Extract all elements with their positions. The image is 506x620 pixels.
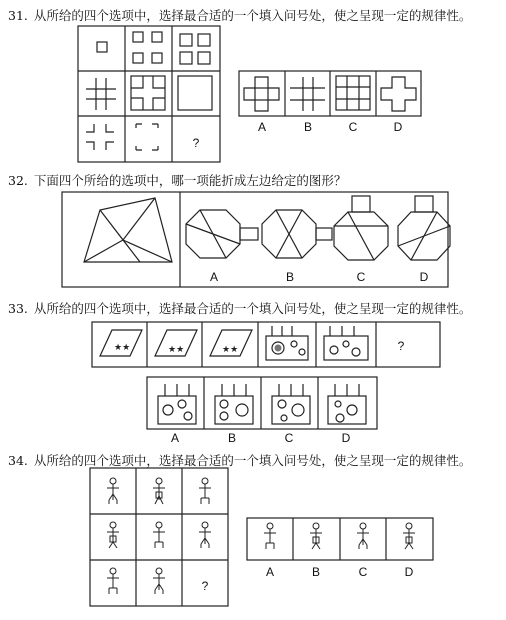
q32-label-d: D	[419, 270, 429, 284]
q33-label-d: D	[341, 431, 351, 445]
question-number: 32.	[8, 173, 28, 188]
question-number: 34.	[8, 453, 28, 468]
q32-net-A	[186, 210, 258, 258]
q34-label-c: C	[358, 565, 368, 579]
q31-label-c: C	[348, 120, 358, 134]
question-text: 下面四个所给的选项中，哪一项能折成左边给定的图形？	[33, 173, 347, 188]
q34-label-a: A	[265, 565, 275, 579]
question-text: 从所给的四个选项中，选择最合适的一个填入问号处，使之呈现一定的规律性。	[33, 453, 472, 468]
q34-options	[247, 518, 433, 560]
question-34	[8, 451, 471, 469]
question-32	[8, 171, 346, 189]
q34-label-d: D	[404, 565, 414, 579]
q33-question-mark: ?	[397, 339, 405, 353]
svg-text:★★: ★★	[114, 342, 131, 352]
question-33	[8, 299, 471, 317]
q33-options	[147, 377, 377, 429]
q32-net-C	[334, 196, 388, 260]
q32-figure	[62, 192, 450, 287]
q31-label-d: D	[393, 120, 403, 134]
q31-options	[239, 71, 421, 116]
q34-label-b: B	[311, 565, 321, 579]
q34-figures	[107, 478, 415, 594]
question-text: 从所给的四个选项中，选择最合适的一个填入问号处，使之呈现一定的规律性。	[33, 8, 472, 23]
svg-text:★★: ★★	[222, 344, 239, 354]
q33-label-a: A	[170, 431, 180, 445]
question-number: 33.	[8, 301, 28, 316]
q32-label-a: A	[209, 270, 219, 284]
q33-sequence	[92, 322, 440, 367]
question-number: 31.	[8, 8, 28, 23]
q32-net-D	[398, 196, 450, 260]
q32-label-c: C	[356, 270, 366, 284]
q32-label-b: B	[285, 270, 295, 284]
q31-question-mark: ?	[192, 136, 200, 150]
question-text: 从所给的四个选项中，选择最合适的一个填入问号处，使之呈现一定的规律性。	[33, 301, 472, 316]
q33-label-b: B	[227, 431, 237, 445]
svg-text:★★: ★★	[168, 344, 185, 354]
q33-stars	[114, 342, 282, 354]
q33-label-c: C	[284, 431, 294, 445]
q32-net-B	[262, 210, 332, 258]
q31-label-b: B	[303, 120, 313, 134]
q31-label-a: A	[257, 120, 267, 134]
q34-question-mark: ?	[201, 579, 209, 593]
